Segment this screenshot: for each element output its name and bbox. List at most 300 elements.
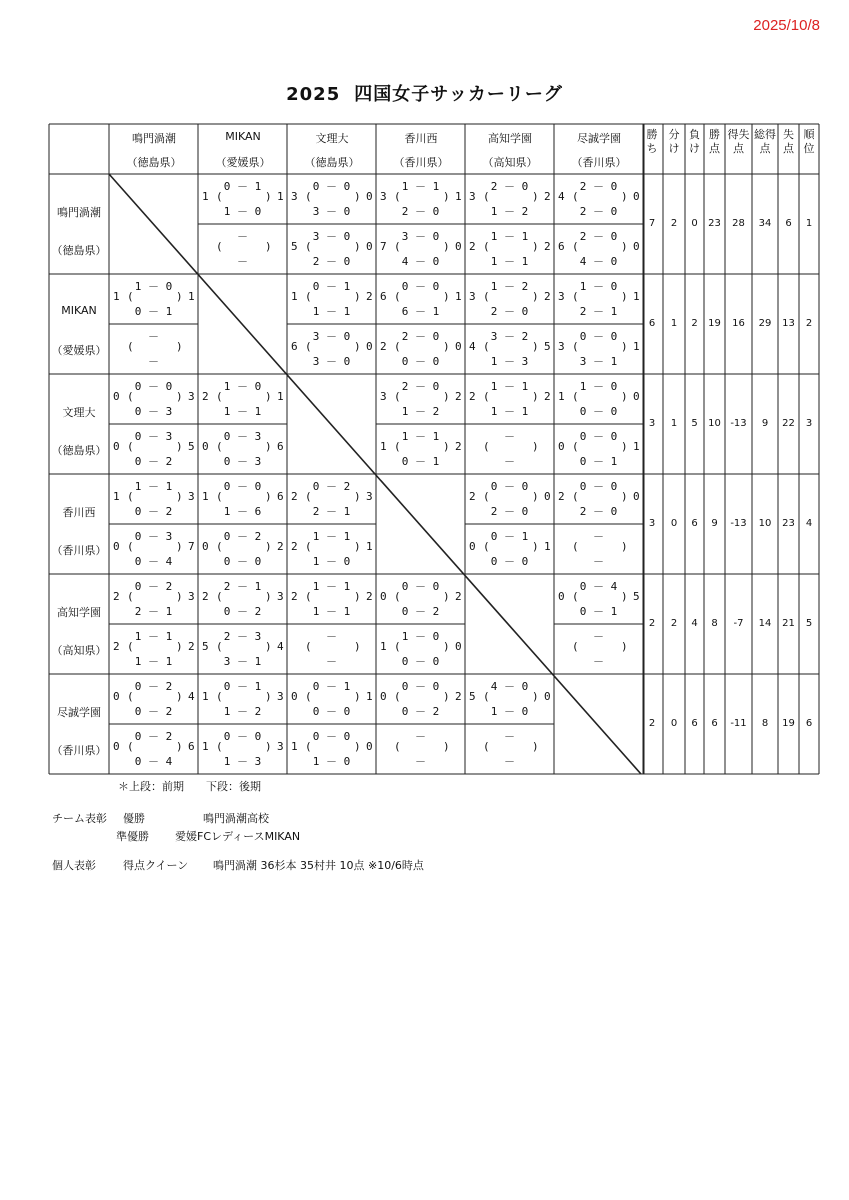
match-result <box>376 675 465 723</box>
total-goals-away: 2 <box>277 540 284 553</box>
first-half-score: － <box>504 730 515 743</box>
total-goals-away: 2 <box>366 590 373 603</box>
open-paren: ( <box>394 590 401 603</box>
total-goals-away: 2 <box>455 690 462 703</box>
open-paren: ( <box>394 640 401 653</box>
second-half-score: 4 － 0 <box>401 255 440 268</box>
stat-value: 3 <box>648 518 656 529</box>
match-result <box>287 175 376 223</box>
second-half-score: 1 － 3 <box>490 355 529 368</box>
total-goals-home: 0 <box>113 390 120 403</box>
second-half-score: 3 － 1 <box>579 355 618 368</box>
total-goals-away: 6 <box>277 490 284 503</box>
second-half-score: － <box>415 755 426 768</box>
stat-value: 1 <box>670 318 678 329</box>
first-half-score: 0 － 0 <box>223 730 262 743</box>
total-goals-home: 6 <box>558 240 565 253</box>
total-goals-away: 5 <box>544 340 551 353</box>
open-paren: ( <box>216 390 223 403</box>
second-half-score: 3 － 1 <box>223 655 262 668</box>
match-result <box>376 225 465 273</box>
match-result <box>198 475 287 523</box>
open-paren: ( <box>127 540 134 553</box>
stat-value: 1 <box>670 418 678 429</box>
first-half-score: 0 － 1 <box>223 680 262 693</box>
stat-value: 6 <box>691 718 698 729</box>
total-goals-home: 6 <box>380 290 387 303</box>
first-half-score: 0 － 1 <box>223 180 262 193</box>
total-goals-away: 1 <box>633 440 640 453</box>
stat-header: 分け <box>668 128 680 155</box>
stat-value: 6 <box>691 518 698 529</box>
second-half-score: 0 － 4 <box>134 755 173 768</box>
total-goals-home: 1 <box>113 490 120 503</box>
first-half-score: 0 － 0 <box>579 480 618 493</box>
close-paren: ) <box>354 590 361 603</box>
second-half-score: － <box>593 555 604 568</box>
total-goals-away: 4 <box>188 690 195 703</box>
total-goals-home: 1 <box>202 190 209 203</box>
second-half-score: 0 － 1 <box>134 305 173 318</box>
total-goals-away: 6 <box>188 740 195 753</box>
total-goals-away: 0 <box>455 640 462 653</box>
total-goals-home: 2 <box>291 590 298 603</box>
total-goals-away: 0 <box>633 190 640 203</box>
total-goals-home: 0 <box>113 690 120 703</box>
second-half-score: 1 － 3 <box>223 755 262 768</box>
match-result <box>465 425 554 473</box>
match-result <box>287 225 376 273</box>
first-half-score: 1 － 1 <box>401 180 440 193</box>
second-half-score: 1 － 2 <box>490 205 529 218</box>
column-header-pref: （徳島県） <box>304 156 360 169</box>
open-paren: ( <box>572 340 579 353</box>
stat-value: 4 <box>691 618 698 629</box>
column-header-team: 高知学園 <box>488 132 532 145</box>
close-paren: ) <box>354 740 361 753</box>
stat-value: 8 <box>761 718 769 729</box>
column-header-team: 尽誠学園 <box>577 132 621 145</box>
open-paren: ( <box>572 590 579 603</box>
close-paren: ) <box>176 640 183 653</box>
open-paren: ( <box>572 490 579 503</box>
match-result <box>287 725 376 773</box>
match-result <box>554 625 643 673</box>
first-half-score: 0 － 0 <box>312 180 351 193</box>
total-goals-home: 2 <box>202 590 209 603</box>
match-result <box>198 675 287 723</box>
close-paren: ) <box>443 240 450 253</box>
total-goals-home: 3 <box>469 190 476 203</box>
second-half-score: 0 － 1 <box>401 455 440 468</box>
stat-value: 5 <box>691 418 698 429</box>
open-paren: ( <box>305 190 312 203</box>
row-header-pref: （徳島県） <box>51 244 107 257</box>
total-goals-home: 1 <box>202 740 209 753</box>
open-paren: ( <box>394 390 401 403</box>
row-header-team: 高知学園 <box>57 606 101 619</box>
second-half-score: 4 － 0 <box>579 255 618 268</box>
match-result <box>109 675 198 723</box>
total-goals-away: 1 <box>455 190 462 203</box>
close-paren: ) <box>265 240 272 253</box>
open-paren: ( <box>127 490 134 503</box>
second-half-score: 1 － 0 <box>490 705 529 718</box>
stat-value: 6 <box>805 718 813 729</box>
match-result <box>465 375 554 423</box>
runnerup-label: 準優勝 <box>116 830 149 843</box>
total-goals-away: 5 <box>633 590 640 603</box>
total-goals-away: 3 <box>277 740 284 753</box>
match-result <box>287 525 376 573</box>
match-result <box>465 675 554 723</box>
close-paren: ) <box>532 240 539 253</box>
open-paren: ( <box>216 640 223 653</box>
open-paren: ( <box>394 240 401 253</box>
close-paren: ) <box>621 590 628 603</box>
stat-value: 2 <box>648 718 656 729</box>
stat-value: 0 <box>670 518 678 529</box>
second-half-score: 1 － 0 <box>312 555 351 568</box>
match-result <box>376 375 465 423</box>
first-half-score: 0 － 0 <box>579 330 618 343</box>
open-paren: ( <box>305 240 312 253</box>
total-goals-away: 0 <box>455 340 462 353</box>
second-half-score: 6 － 1 <box>401 305 440 318</box>
total-goals-away: 2 <box>188 640 195 653</box>
first-half-score: 1 － 0 <box>579 380 618 393</box>
open-paren: ( <box>483 690 490 703</box>
total-goals-away: 3 <box>188 490 195 503</box>
stat-value: 4 <box>805 518 813 529</box>
close-paren: ) <box>443 740 450 753</box>
second-half-score: 2 － 1 <box>312 505 351 518</box>
open-paren: ( <box>483 540 490 553</box>
second-half-score: 1 － 0 <box>223 205 262 218</box>
total-goals-home: 0 <box>113 740 120 753</box>
close-paren: ) <box>354 640 361 653</box>
open-paren: ( <box>305 540 312 553</box>
first-half-score: － <box>415 730 426 743</box>
second-half-score: 0 － 1 <box>579 605 618 618</box>
total-goals-home: 3 <box>380 190 387 203</box>
close-paren: ) <box>265 440 272 453</box>
close-paren: ) <box>354 190 361 203</box>
total-goals-home: 6 <box>291 340 298 353</box>
match-result <box>465 725 554 773</box>
first-half-score: 0 － 0 <box>401 680 440 693</box>
second-half-score: 0 － 2 <box>401 705 440 718</box>
second-half-score: 2 － 0 <box>579 505 618 518</box>
total-goals-away: 2 <box>366 290 373 303</box>
total-goals-home: 2 <box>469 490 476 503</box>
match-result <box>109 625 198 673</box>
close-paren: ) <box>176 740 183 753</box>
total-goals-away: 7 <box>188 540 195 553</box>
close-paren: ) <box>176 540 183 553</box>
match-result <box>287 475 376 523</box>
match-result <box>109 725 198 773</box>
match-result <box>376 275 465 323</box>
second-half-score: 2 － 1 <box>134 605 173 618</box>
stat-header: 負け <box>689 128 700 155</box>
first-half-score: 0 － 2 <box>312 480 351 493</box>
stat-value: -7 <box>733 618 744 629</box>
title-name: 四国女子サッカーリーグ <box>354 84 563 105</box>
open-paren: ( <box>394 290 401 303</box>
total-goals-away: 0 <box>544 690 551 703</box>
stat-value: 7 <box>648 218 656 229</box>
total-goals-away: 2 <box>544 390 551 403</box>
first-half-score: 0 － 1 <box>312 280 351 293</box>
total-goals-home: 1 <box>380 640 387 653</box>
close-paren: ) <box>265 490 272 503</box>
row-header-pref: （香川県） <box>51 544 107 557</box>
close-paren: ) <box>265 740 272 753</box>
match-result <box>198 625 287 673</box>
total-goals-home: 3 <box>380 390 387 403</box>
stat-value: 2 <box>648 618 656 629</box>
total-goals-home: 1 <box>291 290 298 303</box>
open-paren: ( <box>216 490 223 503</box>
second-half-score: 1 － 1 <box>490 255 529 268</box>
second-half-score: 0 － 4 <box>134 555 173 568</box>
open-paren: ( <box>394 440 401 453</box>
second-half-score: 2 － 0 <box>490 305 529 318</box>
second-half-score: － <box>504 455 515 468</box>
total-goals-home: 0 <box>113 440 120 453</box>
open-paren: ( <box>305 640 312 653</box>
second-half-score: － <box>148 355 159 368</box>
open-paren: ( <box>216 540 223 553</box>
close-paren: ) <box>621 540 628 553</box>
total-goals-home: 1 <box>558 390 565 403</box>
close-paren: ) <box>443 440 450 453</box>
first-half-score: 0 － 3 <box>134 530 173 543</box>
match-result <box>198 425 287 473</box>
close-paren: ) <box>265 640 272 653</box>
total-goals-home: 2 <box>113 640 120 653</box>
match-result <box>198 575 287 623</box>
second-half-score: － <box>593 655 604 668</box>
close-paren: ) <box>443 640 450 653</box>
open-paren: ( <box>572 640 579 653</box>
title-year: 2025 <box>286 84 341 105</box>
open-paren: ( <box>483 740 490 753</box>
match-result <box>376 725 465 773</box>
stat-header: 勝ち <box>646 128 658 155</box>
total-goals-home: 0 <box>113 540 120 553</box>
first-half-score: 3 － 0 <box>401 230 440 243</box>
first-half-score: 0 － 0 <box>579 430 618 443</box>
close-paren: ) <box>443 190 450 203</box>
first-half-score: 3 － 2 <box>490 330 529 343</box>
match-result <box>465 525 554 573</box>
stat-value: 2 <box>670 618 678 629</box>
first-half-score: 0 － 2 <box>223 530 262 543</box>
stat-header: 勝点 <box>709 128 720 155</box>
total-goals-home: 2 <box>469 240 476 253</box>
close-paren: ) <box>176 690 183 703</box>
open-paren: ( <box>305 590 312 603</box>
second-half-score: 3 － 0 <box>312 355 351 368</box>
open-paren: ( <box>305 490 312 503</box>
match-result <box>198 175 287 223</box>
close-paren: ) <box>265 390 272 403</box>
match-result <box>198 225 287 273</box>
first-half-score: 1 － 1 <box>401 430 440 443</box>
first-half-score: 1 － 1 <box>490 230 529 243</box>
match-result <box>109 275 198 323</box>
stat-header: 順位 <box>803 128 815 155</box>
first-half-score: 2 － 1 <box>223 580 262 593</box>
first-half-score: － <box>593 530 604 543</box>
close-paren: ) <box>621 490 628 503</box>
stat-value: 6 <box>785 218 792 229</box>
stat-header: 総得点 <box>754 128 776 155</box>
open-paren: ( <box>216 740 223 753</box>
stat-value: 5 <box>805 618 813 629</box>
total-goals-home: 7 <box>380 240 387 253</box>
second-half-score: 0 － 0 <box>312 705 351 718</box>
total-goals-away: 0 <box>633 390 640 403</box>
match-result <box>376 325 465 373</box>
second-half-score: 0 － 2 <box>223 605 262 618</box>
match-result <box>554 175 643 223</box>
open-paren: ( <box>394 340 401 353</box>
open-paren: ( <box>572 540 579 553</box>
stat-value: 9 <box>761 418 769 429</box>
second-half-score: 0 － 0 <box>490 555 529 568</box>
winner-label: 優勝 <box>123 812 145 825</box>
total-goals-home: 4 <box>558 190 565 203</box>
close-paren: ) <box>443 290 450 303</box>
second-half-score: 0 － 3 <box>223 455 262 468</box>
match-result <box>376 175 465 223</box>
column-header-pref: （愛媛県） <box>215 156 271 169</box>
stat-value: 9 <box>711 518 718 529</box>
second-half-score: 1 － 1 <box>490 405 529 418</box>
close-paren: ) <box>443 340 450 353</box>
total-goals-home: 0 <box>380 690 387 703</box>
total-goals-home: 2 <box>380 340 387 353</box>
close-paren: ) <box>265 690 272 703</box>
second-half-score: 1 － 1 <box>134 655 173 668</box>
stat-value: 10 <box>708 418 721 429</box>
open-paren: ( <box>572 290 579 303</box>
match-result <box>554 225 643 273</box>
total-goals-away: 1 <box>633 340 640 353</box>
second-half-score: － <box>237 255 248 268</box>
match-result <box>109 325 198 373</box>
stat-value: 2 <box>805 318 813 329</box>
open-paren: ( <box>127 590 134 603</box>
total-goals-away: 0 <box>633 490 640 503</box>
first-half-score: 0 － 1 <box>312 680 351 693</box>
first-half-score: 0 － 4 <box>579 580 618 593</box>
second-half-score: 0 － 0 <box>223 555 262 568</box>
first-half-score: 0 － 2 <box>134 580 173 593</box>
close-paren: ) <box>354 240 361 253</box>
total-goals-away: 5 <box>188 440 195 453</box>
open-paren: ( <box>216 590 223 603</box>
close-paren: ) <box>443 690 450 703</box>
first-half-score: 0 － 2 <box>134 730 173 743</box>
match-result <box>287 575 376 623</box>
total-goals-away: 1 <box>366 690 373 703</box>
stat-value: 19 <box>782 718 795 729</box>
total-goals-away: 3 <box>366 490 373 503</box>
close-paren: ) <box>621 390 628 403</box>
open-paren: ( <box>572 190 579 203</box>
row-header-team: 香川西 <box>62 506 96 519</box>
open-paren: ( <box>216 240 223 253</box>
stat-value: 14 <box>758 618 772 629</box>
total-goals-home: 0 <box>291 690 298 703</box>
close-paren: ) <box>532 290 539 303</box>
first-half-score: 0 － 0 <box>223 480 262 493</box>
total-goals-away: 1 <box>544 540 551 553</box>
first-half-score: － <box>326 630 337 643</box>
close-paren: ) <box>621 290 628 303</box>
close-paren: ) <box>354 690 361 703</box>
second-half-score: 0 － 0 <box>579 405 618 418</box>
row-header-pref: （香川県） <box>51 744 107 757</box>
open-paren: ( <box>127 440 134 453</box>
second-half-score: 1 － 1 <box>312 605 351 618</box>
first-half-score: 1 － 0 <box>579 280 618 293</box>
match-result <box>287 275 376 323</box>
second-half-score: 0 － 2 <box>134 505 173 518</box>
total-goals-home: 1 <box>202 490 209 503</box>
first-half-score: 1 － 0 <box>134 280 173 293</box>
total-goals-home: 0 <box>558 590 565 603</box>
match-result <box>109 575 198 623</box>
match-result <box>109 475 198 523</box>
second-half-score: 0 － 0 <box>401 355 440 368</box>
stat-value: 28 <box>732 218 745 229</box>
total-goals-away: 3 <box>188 590 195 603</box>
second-half-score: 2 － 0 <box>401 205 440 218</box>
stat-value: 22 <box>782 418 795 429</box>
stat-value: 29 <box>758 318 772 329</box>
date-stamp: 2025/10/8 <box>753 17 820 34</box>
open-paren: ( <box>216 440 223 453</box>
first-half-score: 2 － 3 <box>223 630 262 643</box>
column-header-team: 香川西 <box>404 132 438 145</box>
total-goals-home: 3 <box>558 340 565 353</box>
first-half-score: 1 － 0 <box>223 380 262 393</box>
total-goals-away: 2 <box>544 240 551 253</box>
first-half-score: 2 － 0 <box>579 230 618 243</box>
close-paren: ) <box>354 490 361 503</box>
total-goals-away: 0 <box>366 740 373 753</box>
match-result <box>287 325 376 373</box>
first-half-score: 1 － 1 <box>134 480 173 493</box>
total-goals-home: 1 <box>380 440 387 453</box>
stat-value: 2 <box>670 218 678 229</box>
second-half-score: 0 － 2 <box>134 455 173 468</box>
open-paren: ( <box>483 190 490 203</box>
total-goals-away: 1 <box>633 290 640 303</box>
stat-value: 34 <box>758 218 772 229</box>
second-half-score: 0 － 0 <box>401 655 440 668</box>
open-paren: ( <box>572 390 579 403</box>
second-half-score: 1 － 0 <box>312 755 351 768</box>
stat-header: 得失点 <box>727 128 750 155</box>
close-paren: ) <box>354 340 361 353</box>
second-half-score: 1 － 6 <box>223 505 262 518</box>
